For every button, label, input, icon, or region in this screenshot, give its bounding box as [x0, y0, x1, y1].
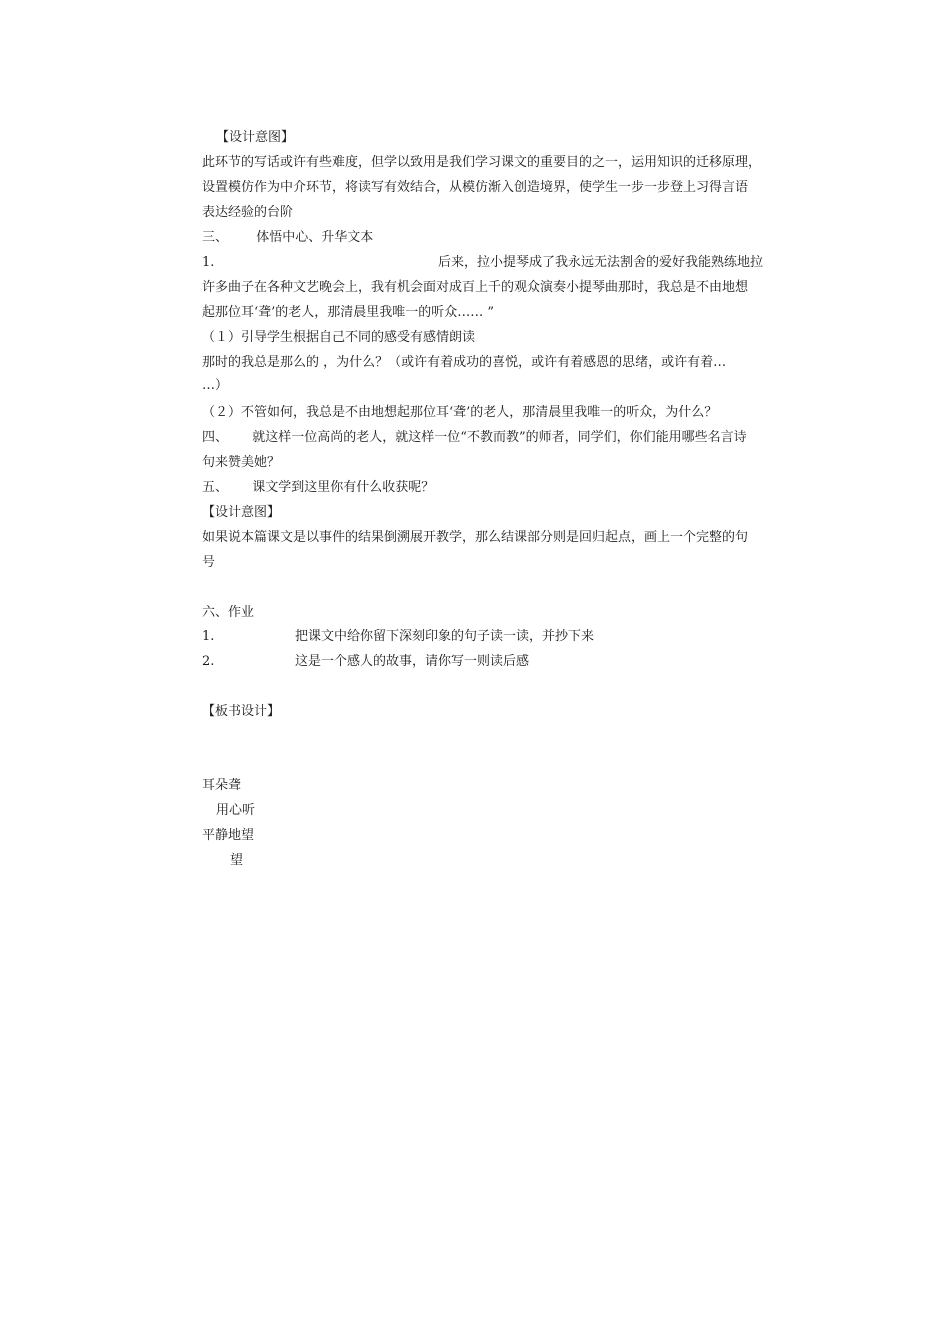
design-intent-2-line-2: 号: [202, 555, 216, 570]
section-six-title: 六、作业: [202, 605, 255, 620]
section-five: [202, 479, 434, 497]
section-five-text: 课文学到这里你有什么收获呢？: [252, 480, 435, 495]
design-intent-line-1: 此环节的写话或许有些难度，但学以致用是我们学习课文的重要目的之一，运用知识的迁移原理，: [202, 155, 762, 170]
section-three-title: 体悟中心、升华文本: [256, 230, 374, 245]
section-four-number: 四、: [202, 430, 229, 445]
section-three-heading: [202, 229, 373, 247]
design-intent-heading-1: 【设计意图】: [216, 130, 295, 145]
board-line-2: 用心听: [216, 803, 256, 818]
sub2-line: （２）不管如何，我总是不由地想起那位耳‘聋’的老人，那清晨里我唯一的听众，为什么？: [202, 405, 718, 420]
board-design-heading: 【板书设计】: [202, 704, 281, 719]
sub1-line-1: （１）引导学生根据自己不同的感受有感情朗读: [202, 330, 476, 345]
design-intent-line-2: 设置模仿作为中介环节，将读写有效结合，从模仿渐入创造境界，使学生一步一步登上习得言语: [202, 180, 749, 195]
board-line-4: 望: [230, 853, 244, 868]
quote-line-2: 许多曲子在各种文艺晚会上，我有机会面对成百上千的观众演奏小提琴曲那时，我总是不由地想: [202, 280, 749, 295]
board-line-1: 耳朵聋: [202, 778, 242, 793]
quote-line-3: 起那位耳‘聋’的老人，那清晨里我唯一的听众…… ”: [202, 305, 495, 320]
design-intent-line-3: 表达经验的台阶: [202, 205, 294, 220]
board-line-3: 平静地望: [202, 828, 255, 843]
design-intent-heading-2: 【设计意图】: [202, 505, 281, 520]
homework-item-1-text: 把课文中给你留下深刻印象的句子读一读，并抄下来: [295, 629, 595, 644]
section-five-number: 五、: [202, 480, 229, 495]
homework-item-2-text: 这是一个感人的故事，请你写一则读后感: [295, 654, 530, 669]
section-four-text-1: 就这样一位高尚的老人，就这样一位“不教而教”的师者，同学们，你们能用哪些名言诗: [252, 430, 747, 445]
quote-line-1: 后来，拉小提琴成了我永远无法割舍的爱好我能熟练地拉: [438, 255, 764, 270]
section-four-line-1: [202, 429, 747, 447]
homework-item-2-number: 2.: [202, 654, 215, 669]
section-four-line-2: 句来赞美她？: [202, 455, 281, 470]
section-three-item1-number: 1.: [202, 255, 215, 270]
section-three-number: 三、: [202, 230, 229, 245]
sub1-line-2: 那时的我总是那么的 ，为什么？（或许有着成功的喜悦，或许有着感恩的思绪，或许有着…: [202, 355, 727, 370]
homework-item-2: [202, 653, 529, 671]
sub1-line-3: …）: [202, 378, 229, 393]
design-intent-2-line-1: 如果说本篇课文是以事件的结果倒溯展开教学，那么结课部分则是回归起点，画上一个完整的句: [202, 530, 749, 545]
homework-item-1-number: 1.: [202, 629, 215, 644]
homework-item-1: [202, 628, 594, 646]
